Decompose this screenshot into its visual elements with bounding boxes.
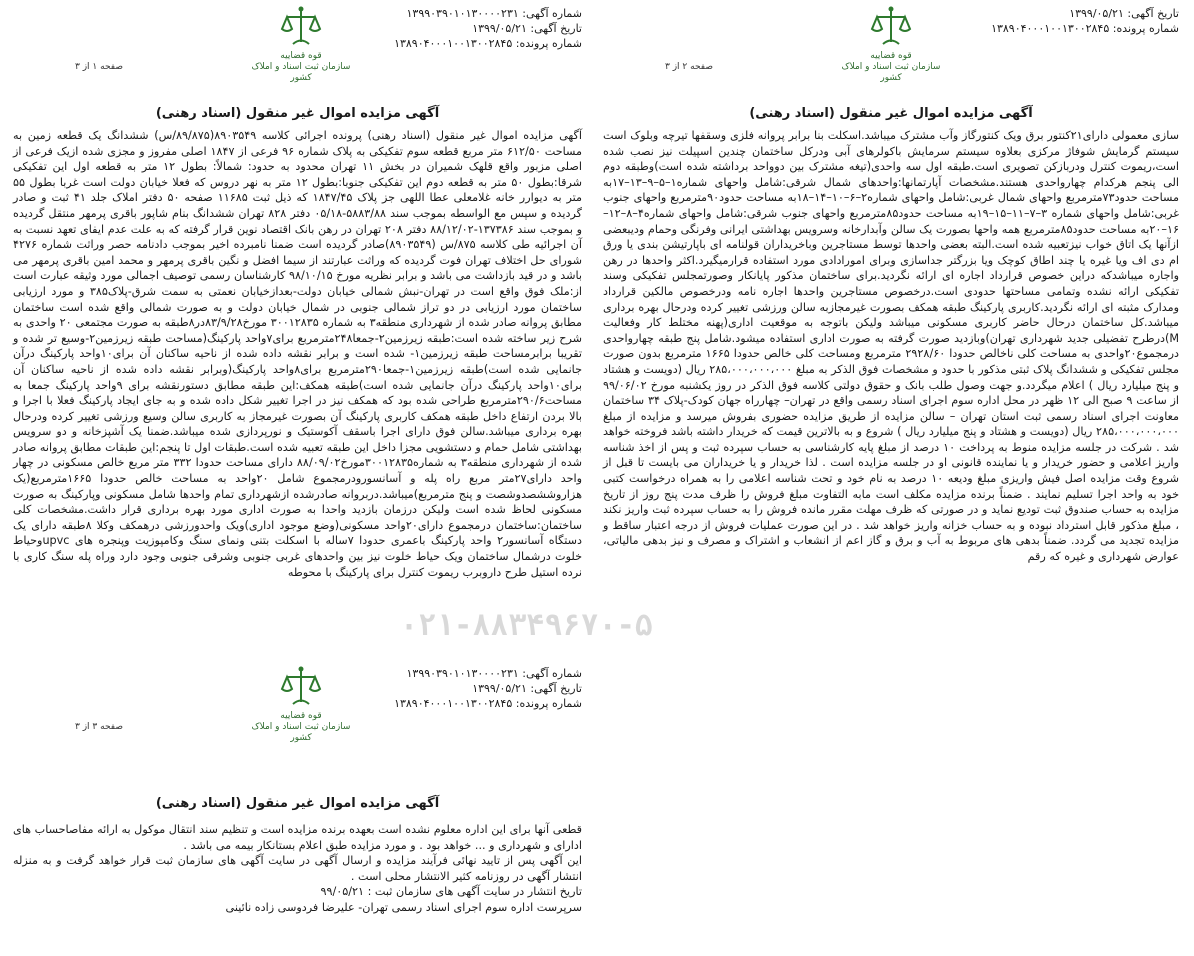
- notice-number: شماره آگهی: ۱۳۹۹۰۳۹۰۱۰۱۳۰۰۰۰۲۳۱: [406, 7, 582, 20]
- notice-body: [13, 128, 582, 580]
- org-subname: سازمان ثبت اسناد و املاک کشور: [251, 62, 351, 83]
- notice-body: [603, 128, 1179, 565]
- body-line: تاریخ انتشار در سایت آگهی های سازمان ثبت : ۹۹/۰۵/۲۱: [320, 885, 582, 899]
- notice-date: تاریخ آگهی: ۱۳۹۹/۰۵/۲۱: [472, 682, 582, 695]
- scales-icon: [868, 4, 914, 50]
- notice-page-3: [5, 660, 590, 956]
- notice-page-2: [595, 0, 1187, 600]
- org-name: قوه قضاییه: [280, 51, 322, 61]
- notice-title: آگهی مزایده اموال غیر منقول (اسناد رهنی): [749, 106, 1033, 121]
- page-number: صفحه ۲ از ۳: [665, 62, 713, 72]
- scales-icon: [278, 664, 324, 710]
- phone-watermark: ۰۲۱-۸۸۳۴۹۶۷۰-۵: [400, 608, 653, 643]
- notice-meta: [394, 6, 582, 51]
- org-name: قوه قضاییه: [870, 51, 912, 61]
- org-subname: سازمان ثبت اسناد و املاک کشور: [251, 722, 351, 743]
- scales-icon: [278, 4, 324, 50]
- notice-body: [13, 822, 582, 916]
- body-line: این آگهی پس از تایید نهائی فرآیند مزایده و ارسال آگهی در سایت آگهی های سازمان ثبت قرار خواهد گرفت و به منزله انتشار آگهی در روزنامه کثیر الانتشار محلی است .: [13, 854, 582, 883]
- notice-title: آگهی مزایده اموال غیر منقول (اسناد رهنی): [155, 796, 440, 811]
- notice-page-1: [5, 0, 590, 600]
- file-number: شماره پرونده: ۱۳۸۹۰۴۰۰۰۱۰۰۱۳۰۰۲۸۴۵: [394, 697, 582, 710]
- notice-title: آگهی مزایده اموال غیر منقول (اسناد رهنی): [155, 106, 440, 121]
- org-name: قوه قضاییه: [280, 711, 322, 721]
- body-text: سازی معمولی دارای۲۱کنتور برق ویک کنتورگاز وآب مشترک میباشد.اسکلت بنا برابر پروانه فلزی وسقفها تیرچه وبلوک است سیستم گرمایش شوفاژ مرکزی بعلاوه سیستم سرمایش باکولرهای آبی ودرکل ساختمان چندین اسپیلت نیز نصب شده است،ریموت کنترل ودربازکن تصویری است.طبقه اول سه واحدی(تیغه مشترک بین دوواحد برداشته شده است)وطبقه دوم الی پنجم هرکدام چهارواحدی هستند.مشخصات آپارتمانها:واحدهای شمال شرقی:شامل واحهای شماره۱–۵–۹–۱۳–۱۷به مساحت حدود۷۳مترمربع واحهای شمال غربی:شامل واحهای شماره۲–۶–۱۰–۱۴–۱۸به مساحت حدود۹۰مترمربع واحهای جنوب غربی:شامل واحهای شماره ۳–۷–۱۱–۱۵–۱۹به مساحت حدود۸۵مترمربع واحهای جنوب شرقی:شامل واحهای شماره۴–۸–۱۲–۱۶–۲۰به مساحت حدود۸۵مترمربع همه واحها بصورت یک سالن وآبدارخانه وسرویس بهداشتی ایرانی وفرنگی وحمام ودیبعضی ازآنها یک اتاق خواب نیزتعبیه شده است.البته بعضی واحدها توسط مستاجرین وباخریداران قولنامه ای باپارتیشن بندی یا ورق ام دی اف ویا غیره یا چند اطاق کوچک ویا بزرگتر جداسازی وبرای امورادادی مورد استفاده قرارمیگیرد.اکثر واحدها در رهن واجاره میباشدکه دراین خصوص قرارداد اجاره ای ارائه نگردید.برای ساختمان مذکور پایانکار وصورتمجلس تفکیکی وسند تفکیکی ارائه نشده وتمامی مساحتها حدودی است.درخصوص مستاجرین واحدها اجاره نامه ودرخصوص مالکین قرارداد ومدارک مثبته ای ارائه نگردید.کاربری پارکینگ طبقه همکف بصورت غیرمجازبه سالن ورزشی تغییر کرده ودرحال بهره برداری میباشد.کل ساختمان درحال حاضر کاربری مسکونی میباشد ولیکن باتوجه به موقعیت اداری(پهنه مختلط کار وفعالیت M)درطرح تفضیلی جدید شهرداری تهران)وبازدید صورت گرفته به صورت اداری استفاده میشود.شامل پنج طبقه چهارواحدی درمجموع۲۰واحدی به مساحت کلی ناخالص حدودا ۲۹۲۸/۶۰ مترمربع ومساحت کلی خالص حدودا ۱۶۶۵ مترمربع بدون صورت مجلس تفکیکی و ششدانگ پلاک ثبتی مذکور با حدود و مشخصات فوق الذکر به مبلغ ۲۸۵،۰۰۰،۰۰۰،۰۰۰ ریال (دویست و هشتاد و پنج میلیارد ریال ) اعلام میگردد.و جهت وصول طلب بانک و حقوق دولتی کلاسه فوق الذکر در روز یکشنبه مورخ ۹۹/۰۶/۰۲ از ساعت ۹ صبح الی ۱۲ ظهر در محل اداره سوم اجرای اسناد رسمی واقع در تهران– چهارراه جهان کودک-پلاک ۳۴ ساختمان معاونت اجرای اسناد رسمی ثبت استان تهران – سالن مزایده از طریق مزایده حضوری بفروش میرسد و مزایده از مبلغ ۲۸۵،۰۰۰،۰۰۰،۰۰۰ ریال (دویست و هشتاد و پنج میلیارد ریال ) شروع و به بالاترین قیمت که خریدار داشته باشد فروخته خواهد شد . شرکت در جلسه مزایده منوط به پرداخت ۱۰ درصد از مبلغ پایه کارشناسی به حساب سپرده ثبت و پس از اخذ شناسه واریز اعلامی و حضور خریدار و یا نماینده قانونی او در جلسه مزایده است . لذا خریدار و یا خریداران می بایست تا قبل از شروع وقت مزایده اصل فیش واریزی مبلغ ودیعه ۱۰ درصد به نام خود و تحت شناسه اعلامی را به همراه درخواست کتبی خود به واحد اجرا تسلیم نمایند . ضمناً برنده مزایده مکلف است مابه التفاوت مبلغ فروش را ظرف مدت پنج روز از تاریخ مزایده به حساب صندوق ثبت تودیع نماید و در صورتی که ظرف مهلت مقرر مانده فروش را به حساب سپرده ثبت واریز نکند ، مبلغ مذکور قابل استرداد نبوده و به حساب خزانه واریز خواهد شد . در این صورت عملیات فروش از درجه اعتبار ساقط و مزایده تجدید می گردد. ضمناً بدهی های مربوط به آب و برق و گاز اعم از انشعاب و اشتراک و مصرف و نیز بدهی مالیاتی، عوارض شهرداری و غیره که رقم: [603, 129, 1180, 564]
- signature-line: سرپرست اداره سوم اجرای اسناد رسمی تهران- علیرضا فردوسی زاده نائینی: [225, 900, 582, 914]
- notice-date: تاریخ آگهی: ۱۳۹۹/۰۵/۲۱: [1069, 7, 1179, 20]
- file-number: شماره پرونده: ۱۳۸۹۰۴۰۰۰۱۰۰۱۳۰۰۲۸۴۵: [394, 37, 582, 50]
- notice-meta: [394, 666, 582, 711]
- body-line: قطعی آنها برای این اداره معلوم نشده است بعهده برنده مزایده است و تنظیم سند انتقال موکول به ارائه مفاصاحساب های ادارای و شهرداری و ... خواهد بود . و مورد مزایده طبق اعلام بستانکار بیمه می باشد .: [13, 823, 582, 852]
- body-text: آگهی مزایده اموال غیر منقول (اسناد رهنی) پرونده اجرائی کلاسه ۸۹۰۳۵۴۹(۸۹/۸۷۵/س) ششدانگ یک قطعه زمین به مساحت ۶۱۲/۵۰ متر مربع قطعه سوم تفکیکی به پلاک شماره ۹۶ فرعی از ۱۸۴۷ اصلی مفروز و مجزی شده ازیک فرعی از اصلی مزبور واقع قلهک شمیران در بخش ۱۱ تهران محدود به حدود: شمالاً: بطول ۱۲ متر به قطعه اول این تفکیکی شرقا:بطول ۵۰ متر به قطعه دوم این تفکیکی جنوبا:بطول ۱۲ متر به نهر دروس که فعلا خیابان دولت است غربا بطول ۵۵ متر به دیوارر خانه غلامعلی عطا اللهی جز پلاک ۱۸۴۷/۴۵ که ذیل ثبت ۱۱۶۸۵ صفحه ۵۰ دفتر املاک جلد ۴۱ ثبت و صادر گردیده و سپس مع الواسطه بموجب سند ۵۸۸۳/۸۸-۰۵/۱۸ دفتر ۸۲۸ تهران ششدانگ بنام شاپور باقری پرمهر منتقل گردیده و بموجب سند ۱۳۷۳۸۶-۸۸/۱۲/۰۲ دفتر ۲۰۸ تهران در رهن بانک اقتصاد نوین قرار گرفته که به علت عدم ایفای تعهد نسبت به آن اجرائیه طی کلاسه ۸۷۵/س (۸۹۰۳۵۴۹)صادر گردیده است ضمنا نامبرده اخیر بموجب دادنامه حصر وراثت شماره ۴۲۷۶ شورای حل اختلاف تهران فوت گردیده که وراثت عبارتند از سیما افضل و نگین باقری پرمهر و محمد امین باقری پرمهر می باشد و در قید بازداشت می باشد و برابر نظریه مورخ ۹۸/۱۰/۱۵ کارشناسان رسمی توصیف اجمالی مورد وثیقه عبارت است از:ملک فوق واقع است در تهران-نبش شمالی خیابان دولت-بعدازخیابان نعمتی به سمت شرق-پلاک۳۸۵ و مورد ارزیابی ساختمان مورد ارزیابی در دو تراز شمالی جنوبی در شمال خیابان دولت و به صورت شمالی واقع شده است ساختمان مطابق پروانه صادر شده از شهرداری منطقه۳ به شماره ۳۰۰۱۲۸۳۵ مورخ۸۳/۹/۲۸در۸طبقه به صورت مجتمعی ۲۰ واحدی به شرح زیر ساخته شده است:طبقه زیرزمین۲-جمعا۲۴۸مترمربع برای۷واحد پارکینگ(مساحت طبقه زیرزمین۲-وسیع تر شده و تقریبا برابرمساحت طبقه زیرزمین۱- شده است و برابر نقشه داده شده از ناحیه ساکنان آن برای۱۰واحد پارکینگ درآن جانمایی شده است)طبقه زیرزمین۱-جمعا۲۹۰مترمربع برای۸واحد پارکینگ(وبرابر نقشه داده شده از ناحیه ساکنان آن برای۱۰واحد پارکینگ درآن جانمایی شده است)طبقه همکف:این طبقه مطابق دستورنقشه برای ۹واحد پارکینگ جمعا به مساحت۲۹۰/۶مترمربع طراحی شده بود که همکف نیز در اجرا تغییر شکل داده شده و به جای ایجاد پارکینگ فعلا با اجرا و بالا بردن ارتفاع داخل طبقه همکف کاربری پارکینگ آن بصورت غیرمجاز به کاربری سالن وسیع ورزشی تغییر کرده ودرحال بهره برداری میباشد.سالن فوق دارای اجرا باسقف آکوستیک و نورپردازی شده میباشد.ضمنا یک آشپزخانه و دو سرویس بهداشتی شامل حمام و دستشویی مجزا داخل این طبقه تعبیه شده است.طبقات اول تا پنجم:این طبقات مطابق پروانه صادر شده از شهرداری منطقه۳ به شماره۳۰۰۱۲۸۳۵مورخ۸۸/۰۹/۰۲ دارای مساحت حدودا ۳۳۲ متر مربع خالص مسکونی در چهار واحد دارای۲۷متر مربع راه پله و آسانسورودرمجموع شامل ۲۰واحد به مساحت خالص حدودا ۱۶۶۵مترمربع(یک هزاروششصدوشصت و پنج مترمربع)میباشد.دربروانه صادرشده ازشهرداری تمام واحدها شامل مسکونی وپارکینگ به صورت مسکونی لحاظ شده است ولیکن درزمان بازدید واحدا به صورت اداری مورد بهره برداری قرار داشت.مشخصات کلی ساختمان:ساختمان درمجموع دارای۲۰واحد مسکونی(وضع موجود اداری)ویک واحدورزشی درهمکف وکلا ۸طبقه دارای یک دستگاه آسانسور۲ واحد پارکینگ باعمری حدودا ۷ساله با اسکلت بتنی ونمای سنگ وکامپوزیت وپنجره های upvcوحیاط خلوت درشمال ساختمان ویک حیاط خلوت نیز بین واحدهای غربی جنوبی وشرقی جنوبی وجود دارد وراه پله سنگ کاری با نرده استیل طرح داروبرب ریموت کنترل برای پارکینگ با محوطه: [13, 129, 583, 579]
- page-number: صفحه ۱ از ۳: [75, 62, 123, 72]
- org-subname: سازمان ثبت اسناد و املاک کشور: [841, 62, 941, 83]
- notice-number: شماره آگهی: ۱۳۹۹۰۳۹۰۱۰۱۳۰۰۰۰۲۳۱: [406, 667, 582, 680]
- judiciary-emblem: [241, 664, 361, 746]
- file-number: شماره پرونده: ۱۳۸۹۰۴۰۰۰۱۰۰۱۳۰۰۲۸۴۵: [991, 22, 1179, 35]
- notice-date: تاریخ آگهی: ۱۳۹۹/۰۵/۲۱: [472, 22, 582, 35]
- notice-meta: [991, 6, 1179, 36]
- judiciary-emblem: [241, 4, 361, 86]
- judiciary-emblem: [831, 4, 951, 86]
- page-number: صفحه ۳ از ۳: [75, 722, 123, 732]
